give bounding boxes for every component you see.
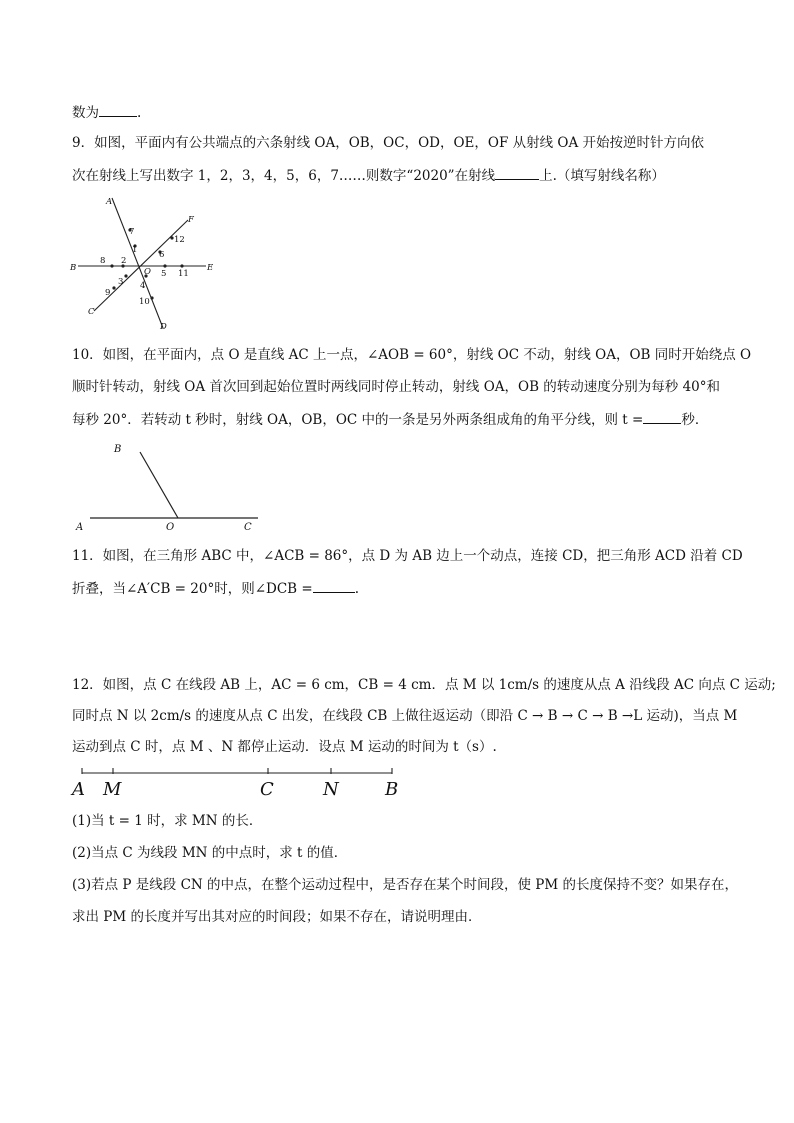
q12-sub2: (2)当点 C 为线段 MN 的中点时，求 t 的值．	[72, 845, 348, 861]
num-9: 9	[105, 288, 111, 298]
label-C: C	[244, 522, 252, 533]
label-B: B	[114, 444, 122, 455]
label-B: B	[70, 263, 77, 273]
label-N: N	[323, 779, 339, 800]
q8-tail-text: 数为	[72, 105, 99, 121]
label-E: E	[207, 263, 214, 273]
q11-answer-blank[interactable]	[313, 578, 355, 593]
q12-line3: 运动到点 C 时，点 M 、N 都停止运动．设点 M 运动的时间为 t（s）.	[72, 739, 497, 755]
q8-tail-end: .	[137, 105, 142, 121]
q11-line2-after: .	[354, 581, 359, 597]
num-4: 4	[140, 281, 146, 291]
q9-line2	[72, 165, 734, 186]
num-11: 11	[178, 269, 189, 279]
num-8: 8	[100, 256, 106, 266]
q12-line2: 同时点 N 以 2cm/s 的速度从点 C 出发，在线段 CB 上做往返运动（即沿 C → B → C → B →L 运动)，当点 M	[72, 708, 738, 724]
q10-line1: 10．如图，在平面内，点 O 是直线 AC 上一点，∠AOB = 60°，射线 OC 不动，射线 OA，OB 同时开始绕点 O	[72, 347, 752, 363]
num-3: 3	[118, 277, 124, 287]
q9-line1: 9．如图，平面内有公共端点的六条射线 OA，OB，OC，OD，OE，OF 从射线 OA 开始按逆时针方向依	[72, 135, 705, 151]
q9-line2-text: 次在射线上写出数字 1，2，3，4，5，6，7……则数字“2020”在射线	[72, 168, 496, 184]
q9-line2-after: 上.（填写射线名称）	[539, 168, 665, 184]
label-A: A	[76, 522, 84, 533]
label-F: F	[188, 215, 194, 225]
label-A: A	[106, 197, 113, 207]
q10-line2: 顺时针转动，射线 OA 首次回到起始位置时两线同时停止转动，射线 OA，OB 的转动速度分别为每秒 40°和	[72, 379, 721, 395]
q9-rays-figure	[68, 194, 228, 334]
label-O: O	[166, 522, 175, 533]
q12-line1: 12．如图，点 C 在线段 AB 上，AC = 6 cm，CB = 4 cm．点 M 以 1cm/s 的速度从点 A 沿线段 AC 向点 C 运动;	[72, 677, 776, 693]
q11-line2-text: 折叠，当∠A′CB = 20°时，则∠DCB =	[72, 581, 313, 597]
ray-OA-OD	[112, 198, 163, 328]
num-12: 12	[174, 235, 185, 245]
q10-answer-blank[interactable]	[643, 409, 681, 424]
label-A: A	[72, 779, 85, 800]
num-10: 10	[139, 297, 150, 307]
q10-line3-text: 每秒 20°．若转动 t 秒时，射线 OA，OB，OC 中的一条是另外两条组成角的角平分线，则 t =	[72, 412, 644, 428]
num-2: 2	[121, 256, 127, 266]
q8-answer-blank[interactable]	[99, 102, 137, 117]
label-C: C	[88, 307, 95, 317]
q12-sub3b: 求出 PM 的长度并写出其对应的时间段；如果不存在，请说明理由．	[72, 909, 482, 925]
q10-angle-figure	[72, 438, 272, 536]
num-7: 7	[129, 227, 135, 237]
q10-line3	[72, 409, 734, 430]
label-O: O	[144, 267, 151, 277]
q12-segment-figure	[70, 764, 410, 802]
q11-line2	[72, 578, 734, 599]
num-1: 1	[132, 245, 138, 255]
label-M: M	[103, 779, 122, 800]
q8-tail	[72, 102, 734, 123]
q12-sub3a: (3)若点 P 是线段 CN 的中点，在整个运动过程中，是否存在某个时间段，使 PM 的长度保持不变？如果存在，	[72, 877, 739, 893]
num-5: 5	[161, 269, 167, 279]
q12-sub1: (1)当 t = 1 时，求 MN 的长．	[72, 813, 263, 829]
label-C: C	[260, 779, 274, 800]
q9-answer-blank[interactable]	[495, 165, 539, 180]
label-D: D	[160, 322, 167, 332]
ray-OB	[140, 452, 178, 518]
label-B: B	[385, 779, 399, 800]
q11-line1: 11．如图，在三角形 ABC 中，∠ACB = 86°，点 D 为 AB 边上一个动点，连接 CD，把三角形 ACD 沿着 CD	[72, 548, 743, 564]
q10-line3-after: 秒．	[681, 412, 709, 428]
num-6: 6	[159, 250, 165, 260]
